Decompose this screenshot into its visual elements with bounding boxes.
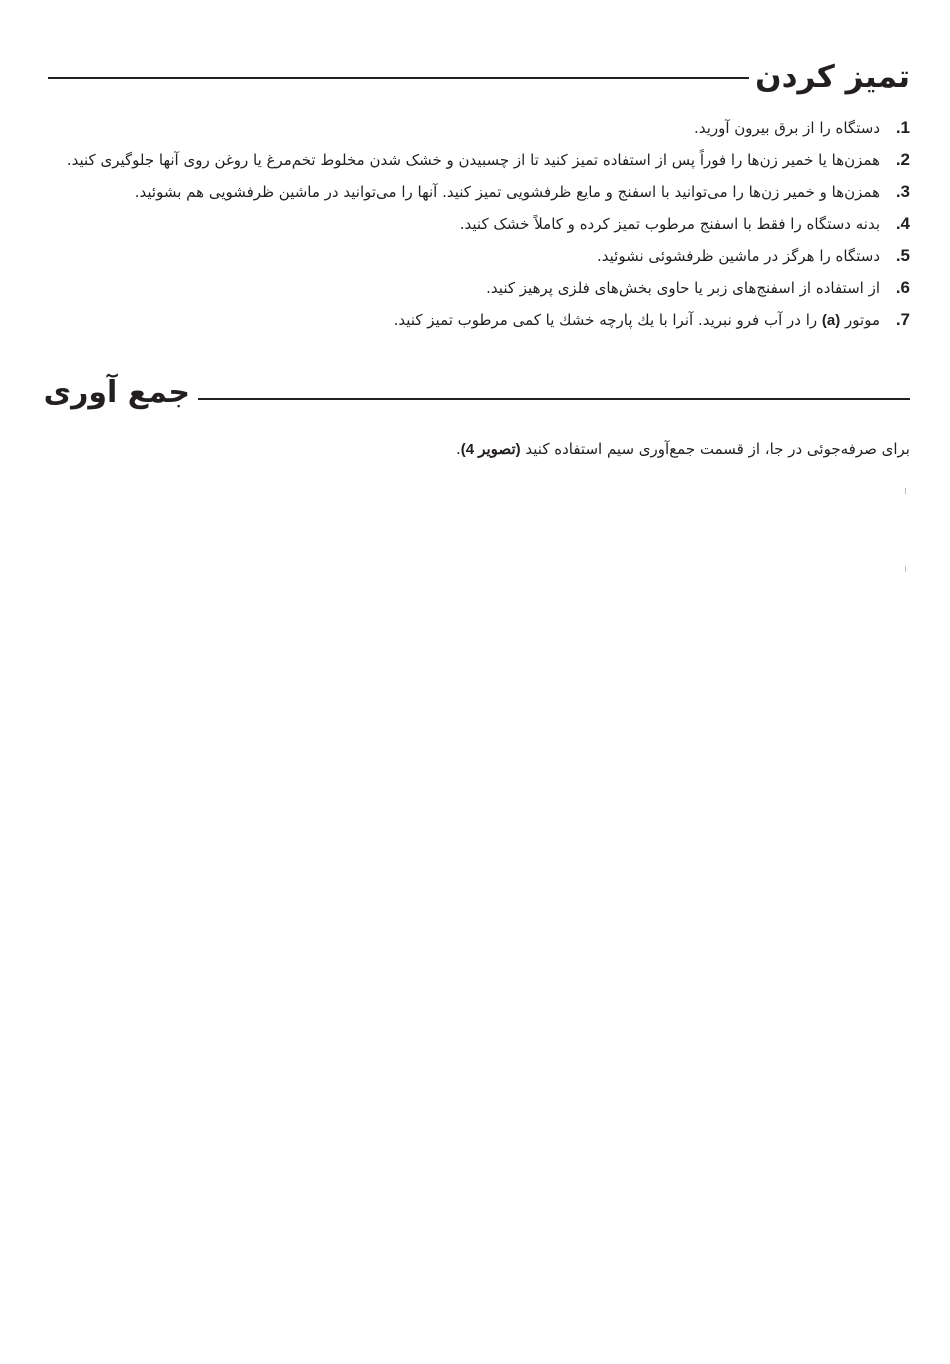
step-number: .5 (895, 246, 910, 265)
cleaning-step-4 (40, 212, 910, 236)
cleaning-step-3 (40, 180, 910, 204)
cleaning-step-1 (40, 116, 910, 140)
storage-title: جمع آوری (43, 375, 190, 410)
step-number: .7 (895, 310, 910, 329)
step-text (40, 308, 880, 333)
step-text: همزن‌ها یا خمیر زن‌ها را فوراً پس از استفاده تمیز کنید تا از چسبیدن و خشک شدن مخلوط تخم‌مرغ یا روغن روی آنها جلوگیری کنید. (66, 151, 880, 169)
step-text-before: موتور (845, 311, 880, 329)
step-text: دستگاه را از برق بیرون آورید. (694, 119, 880, 137)
cleaning-step-6 (40, 276, 910, 300)
storage-text-before: برای صرفه‌جوئی در جا، از قسمت جمع‌آوری سیم استفاده کنید (525, 440, 910, 458)
step-number: .4 (895, 214, 910, 233)
storage-section-header (43, 375, 190, 410)
step-text: از استفاده از اسفنج‌های زبر یا حاوی بخش‌های فلزی پرهیز کنید. (486, 279, 880, 297)
cleaning-title: تمیز کردن (755, 59, 910, 95)
step-number: .3 (895, 182, 910, 201)
step-number: .2 (895, 150, 910, 169)
step-number: .1 (895, 118, 910, 137)
figure-reference: (تصویر 4) (460, 441, 521, 458)
cleaning-step-7 (40, 308, 910, 333)
margin-mark (905, 488, 906, 494)
cleaning-steps-list (40, 116, 910, 341)
storage-title-rule (198, 398, 910, 400)
margin-mark (905, 566, 906, 572)
step-number: .6 (895, 278, 910, 297)
motor-part-reference: (a) (821, 312, 841, 329)
cleaning-title-rule (48, 77, 749, 79)
cleaning-step-2 (40, 148, 910, 172)
step-text-after: را در آب فرو نبرید. آنرا با یك پارچه خشك یا كمی مرطوب تمیز كنید. (393, 311, 818, 329)
step-text: همزن‌ها و خمیر زن‌ها را می‌توانید با اسفنج و مایع ظرفشویی تمیز کنید. آنها را می‌توانید در ماشین ظرفشویی هم بشوئید. (134, 183, 880, 201)
step-text: دستگاه را هرگز در ماشین ظرفشوئی نشوئید. (597, 247, 880, 265)
step-text: بدنه دستگاه را فقط با اسفنج مرطوب تمیز کرده و کاملاً خشک کنید. (459, 215, 880, 233)
cleaning-section-header (48, 59, 910, 95)
storage-text-after: . (455, 440, 461, 458)
cleaning-step-5 (40, 244, 910, 268)
storage-instructions (40, 437, 910, 462)
